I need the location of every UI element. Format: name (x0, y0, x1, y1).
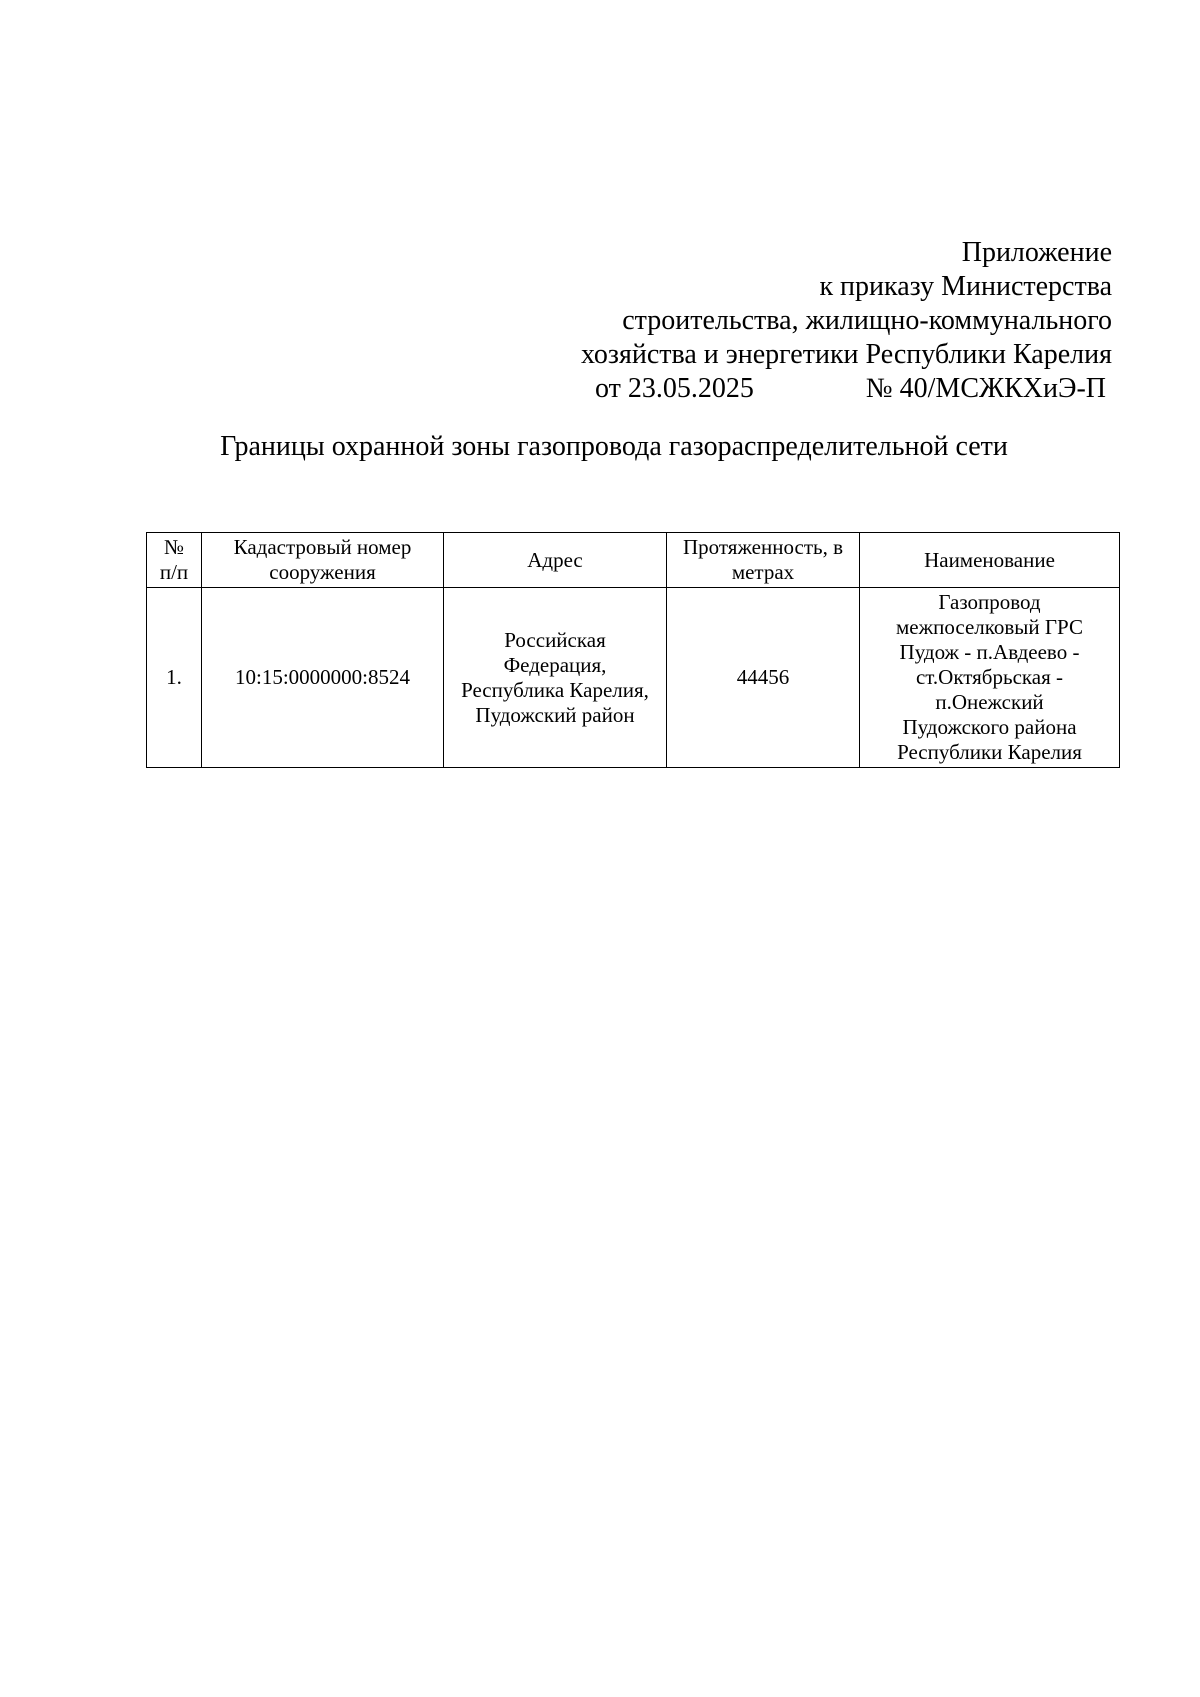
appendix-label: Приложение (961, 237, 1112, 268)
cell-address (444, 588, 667, 768)
address-line: Федерация, (503, 652, 607, 677)
cell-num: 1. (147, 588, 202, 768)
address-line: Российская (504, 627, 606, 652)
cell-length: 44456 (667, 588, 860, 768)
header-length (667, 533, 860, 588)
header-num (147, 533, 202, 588)
header-num-line1: № (163, 535, 185, 559)
header-name: Наименование (860, 533, 1120, 588)
appendix-order-ref: к приказу Министерства (819, 271, 1112, 302)
name-line: п.Онежский (935, 690, 1044, 714)
order-date: от 23.05.2025 (595, 373, 754, 404)
address-line: Пудожский район (475, 702, 635, 727)
header-address: Адрес (444, 533, 667, 588)
name-line: Пудожского района (902, 715, 1077, 739)
order-date-number-line (581, 372, 1112, 406)
cell-name (860, 588, 1120, 768)
table-header-row (147, 533, 1120, 588)
name-line: межпоселковый ГРС (896, 615, 1083, 639)
name-line: Пудож - п.Авдеево - (899, 640, 1080, 664)
document-title: Границы охранной зоны газопровода газораспределительной сети (220, 431, 1008, 462)
appendix-header (581, 236, 1112, 406)
table-row (147, 588, 1120, 768)
zone-table (146, 532, 1120, 768)
address-line: Республика Карелия, (461, 677, 649, 702)
header-cadastral-line2: сооружения (269, 560, 376, 584)
name-line: Республики Карелия (897, 740, 1082, 764)
header-length-line1: Протяженность, в (683, 535, 843, 559)
name-line: ст.Октябрьская - (915, 665, 1063, 689)
name-line: Газопровод (938, 590, 1041, 614)
appendix-ministry-line: строительства, жилищно-коммунального (622, 305, 1112, 336)
header-cadastral (202, 533, 444, 588)
header-length-line2: метрах (731, 560, 795, 584)
appendix-ministry-line-2: хозяйства и энергетики Республики Карелия (580, 339, 1112, 370)
cell-cadastral: 10:15:0000000:8524 (202, 588, 444, 768)
header-num-line2: п/п (159, 560, 189, 584)
header-cadastral-line1: Кадастровый номер (233, 535, 412, 559)
order-number: № 40/МСЖКХиЭ-П (865, 373, 1106, 404)
